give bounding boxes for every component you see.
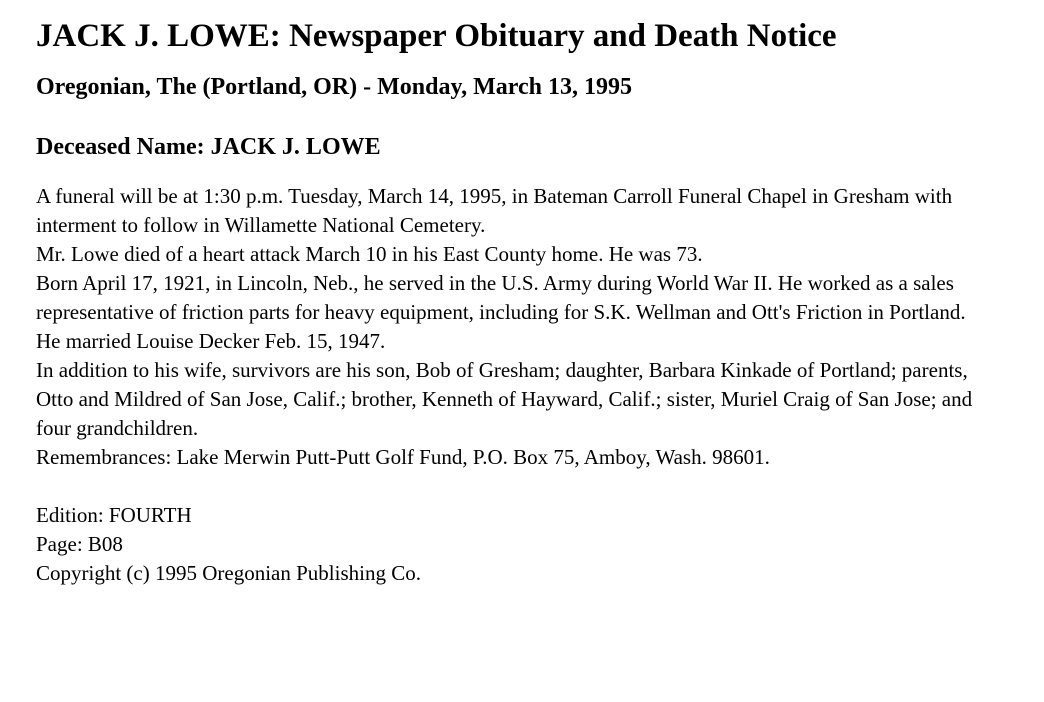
deceased-name: Deceased Name: JACK J. LOWE [36,134,381,160]
paragraph-funeral: A funeral will be at 1:30 p.m. Tuesday, March 14, 1995, in Bateman Carroll Funeral Chapel in Gresham with interment to follow in Willamette National Cemetery. [36,184,953,237]
page-title: JACK J. LOWE: Newspaper Obituary and Death Notice [36,18,837,54]
paragraph-marriage: He married Louise Decker Feb. 15, 1947. [36,329,386,353]
edition-line: Edition: FOURTH [36,503,192,527]
copyright-line: Copyright (c) 1995 Oregonian Publishing Co. [36,561,421,585]
page-line: Page: B08 [36,532,123,556]
publication-line: Oregonian, The (Portland, OR) - Monday, March 13, 1995 [36,74,633,100]
obituary-body [36,182,1008,472]
paragraph-biography: Born April 17, 1921, in Lincoln, Neb., he served in the U.S. Army during World War II. He worked as a sales representative of friction parts for heavy equipment, including for S.K. Wellman and Ott's Friction in Portland. [36,271,966,324]
paragraph-death: Mr. Lowe died of a heart attack March 10 in his East County home. He was 73. [36,242,703,266]
publication-meta [36,501,1008,588]
paragraph-survivors: In addition to his wife, survivors are his son, Bob of Gresham; daughter, Barbara Kinkade of Portland; parents, Otto and Mildred of San Jose, Calif.; brother, Kenneth of Hayward, Calif.; sister, Muriel Craig of San Jose; and four grandchildren. [36,358,973,440]
paragraph-remembrances: Remembrances: Lake Merwin Putt-Putt Golf Fund, P.O. Box 75, Amboy, Wash. 98601. [36,445,770,469]
